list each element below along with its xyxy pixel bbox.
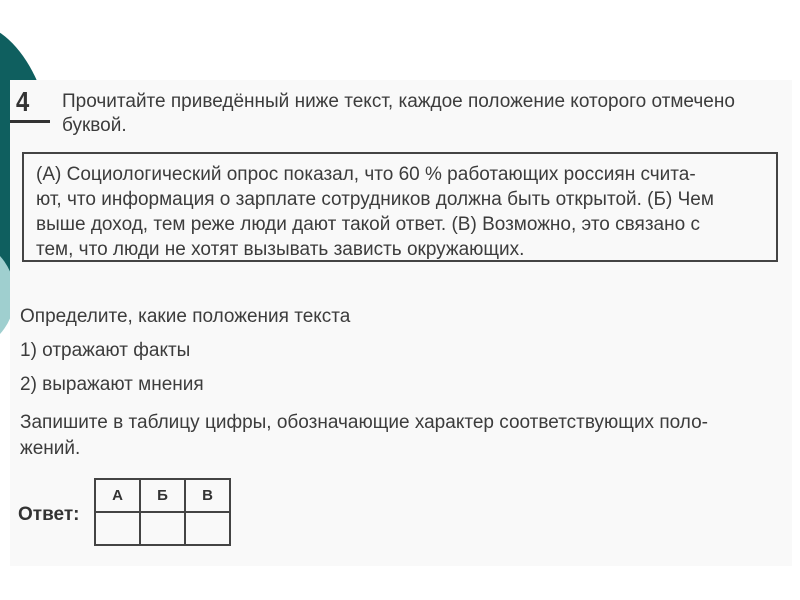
question-lead: Определите, какие положения текста: [20, 306, 351, 327]
instruction-line: буквой.: [62, 115, 127, 136]
option-facts: 1) отражают факты: [20, 340, 191, 361]
quote-line: выше доход, тем реже люди дают такой ответ. (В) Возможно, это связано с: [36, 214, 700, 235]
quoted-text-box: [22, 152, 778, 262]
answer-input-row: [95, 512, 230, 545]
task-page: [10, 80, 792, 566]
write-instruction: [20, 410, 780, 462]
answer-cell-a[interactable]: [95, 512, 140, 545]
answer-table: [94, 478, 231, 546]
task-instruction: [62, 90, 782, 138]
answer-column-b: Б: [140, 479, 185, 512]
answer-cell-v[interactable]: [185, 512, 230, 545]
quote-line: ют, что информация о зарплате сотрудников должна быть открытой. (Б) Чем: [36, 189, 714, 210]
answer-label: Ответ:: [18, 504, 80, 525]
write-instruction-line: Запишите в таблицу цифры, обозначающие характер соответствующих поло-: [20, 412, 708, 433]
quote-line: тем, что люди не хотят вызывать зависть окружающих.: [36, 239, 525, 260]
answer-header-row: [95, 479, 230, 512]
answer-column-a: А: [95, 479, 140, 512]
task-number: 4: [16, 86, 30, 117]
answer-column-v: В: [185, 479, 230, 512]
quote-line: (А) Социологический опрос показал, что 60 % работающих россиян счита-: [36, 164, 696, 185]
write-instruction-line: жений.: [20, 438, 81, 459]
answer-cell-b[interactable]: [140, 512, 185, 545]
task-number-underline: [10, 120, 50, 123]
option-opinions: 2) выражают мнения: [20, 374, 204, 395]
instruction-line: Прочитайте приведённый ниже текст, каждое положение которого отмечено: [62, 91, 735, 112]
